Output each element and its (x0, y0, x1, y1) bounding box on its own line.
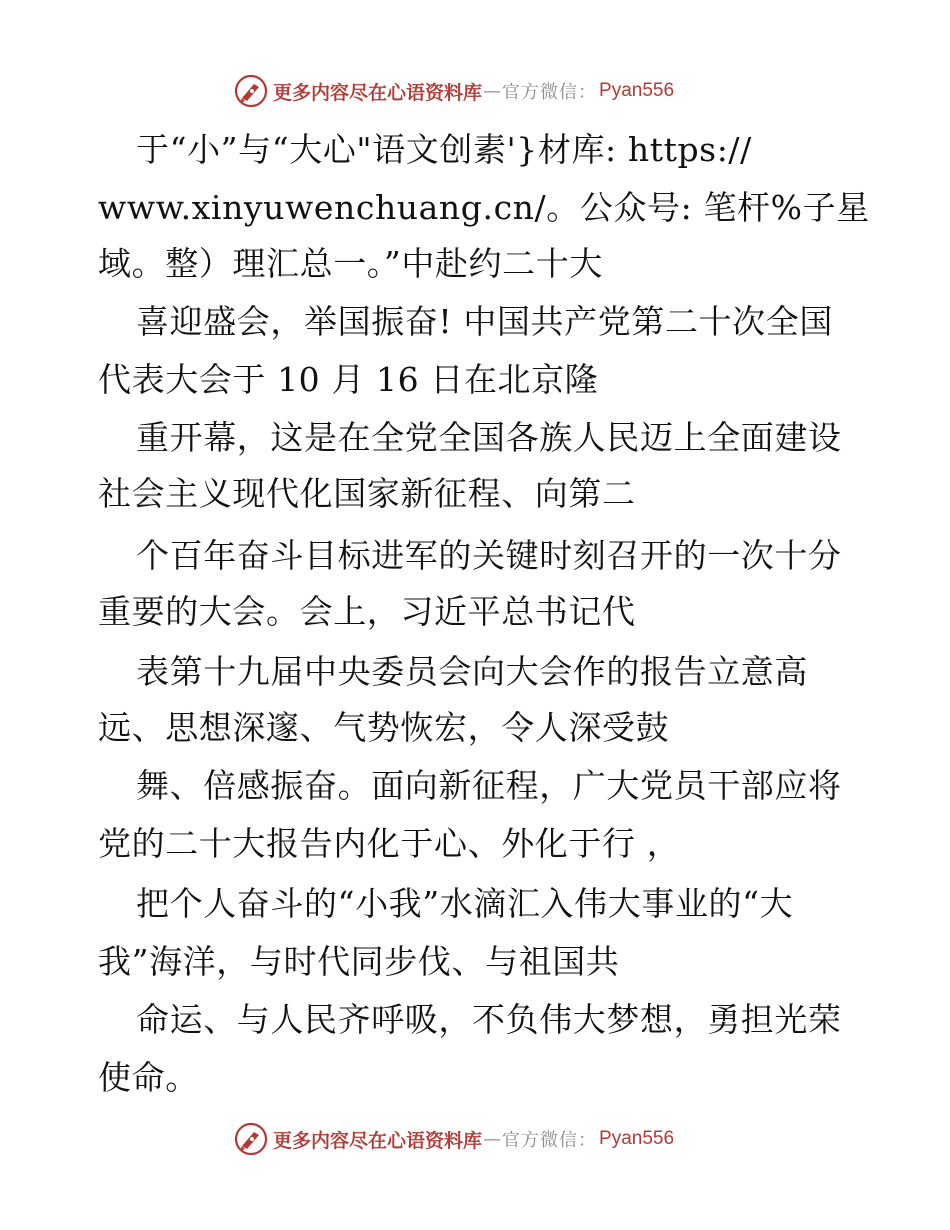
body-line: 远、思想深邃、气势恢宏，令人深受鼓 (98, 708, 670, 747)
body-line: 个百年奋斗目标进军的关键时刻召开的一次十分 (136, 536, 842, 575)
body-line: 党的二十大报告内化于心、外化于行 ， (98, 824, 681, 863)
watermark-main-text: 更多内容尽在心语资料库 (273, 81, 483, 104)
body-line: 我”海洋，与时代同步伐、与祖国共 (98, 942, 620, 981)
body-line: 表第十九届中央委员会向大会作的报告立意高 (136, 652, 808, 691)
watermark-official-label: 官方微信： (502, 1130, 598, 1151)
watermark-wechat-id: Pyan556 (599, 1128, 675, 1149)
body-line: 社会主义现代化国家新征程、向第二 (98, 474, 636, 513)
footer-watermark (233, 1121, 674, 1157)
pen-nib-logo-icon (233, 73, 269, 109)
body-line: 重要的大会。会上，习近平总书记代 (98, 592, 636, 631)
body-line: 把个人奋斗的“小我”水滴汇入伟大事业的“大 (136, 884, 794, 923)
body-line: www.xinyuwenchuang.cn/。公众号: 笔杆%子星 (98, 188, 870, 227)
body-line: 喜迎盛会，举国振奋! 中国共产党第二十次全国 (136, 302, 833, 341)
watermark-wechat-id: Pyan556 (599, 80, 675, 101)
body-line: 代表大会于 10 月 16 日在北京隆 (98, 360, 599, 399)
watermark-dash: — (483, 1128, 502, 1150)
body-line: 使命。 (98, 1058, 199, 1097)
body-line: 于“小”与“大心"语文创素'}材库: https:// (136, 130, 752, 169)
body-line: 命运、与人民齐呼吸，不负伟大梦想，勇担光荣 (136, 1000, 842, 1039)
pen-nib-logo-icon (233, 1121, 269, 1157)
body-line: 域。整）理汇总一。”中赴约二十大 (98, 244, 603, 283)
header-watermark (233, 73, 674, 109)
watermark-main-text: 更多内容尽在心语资料库 (273, 1129, 483, 1152)
body-line: 重开幕，这是在全党全国各族人民迈上全面建设 (136, 418, 842, 457)
watermark-dash: — (483, 80, 502, 102)
watermark-official-label: 官方微信： (502, 82, 598, 103)
body-line: 舞、倍感振奋。面向新征程，广大党员干部应将 (136, 766, 842, 805)
